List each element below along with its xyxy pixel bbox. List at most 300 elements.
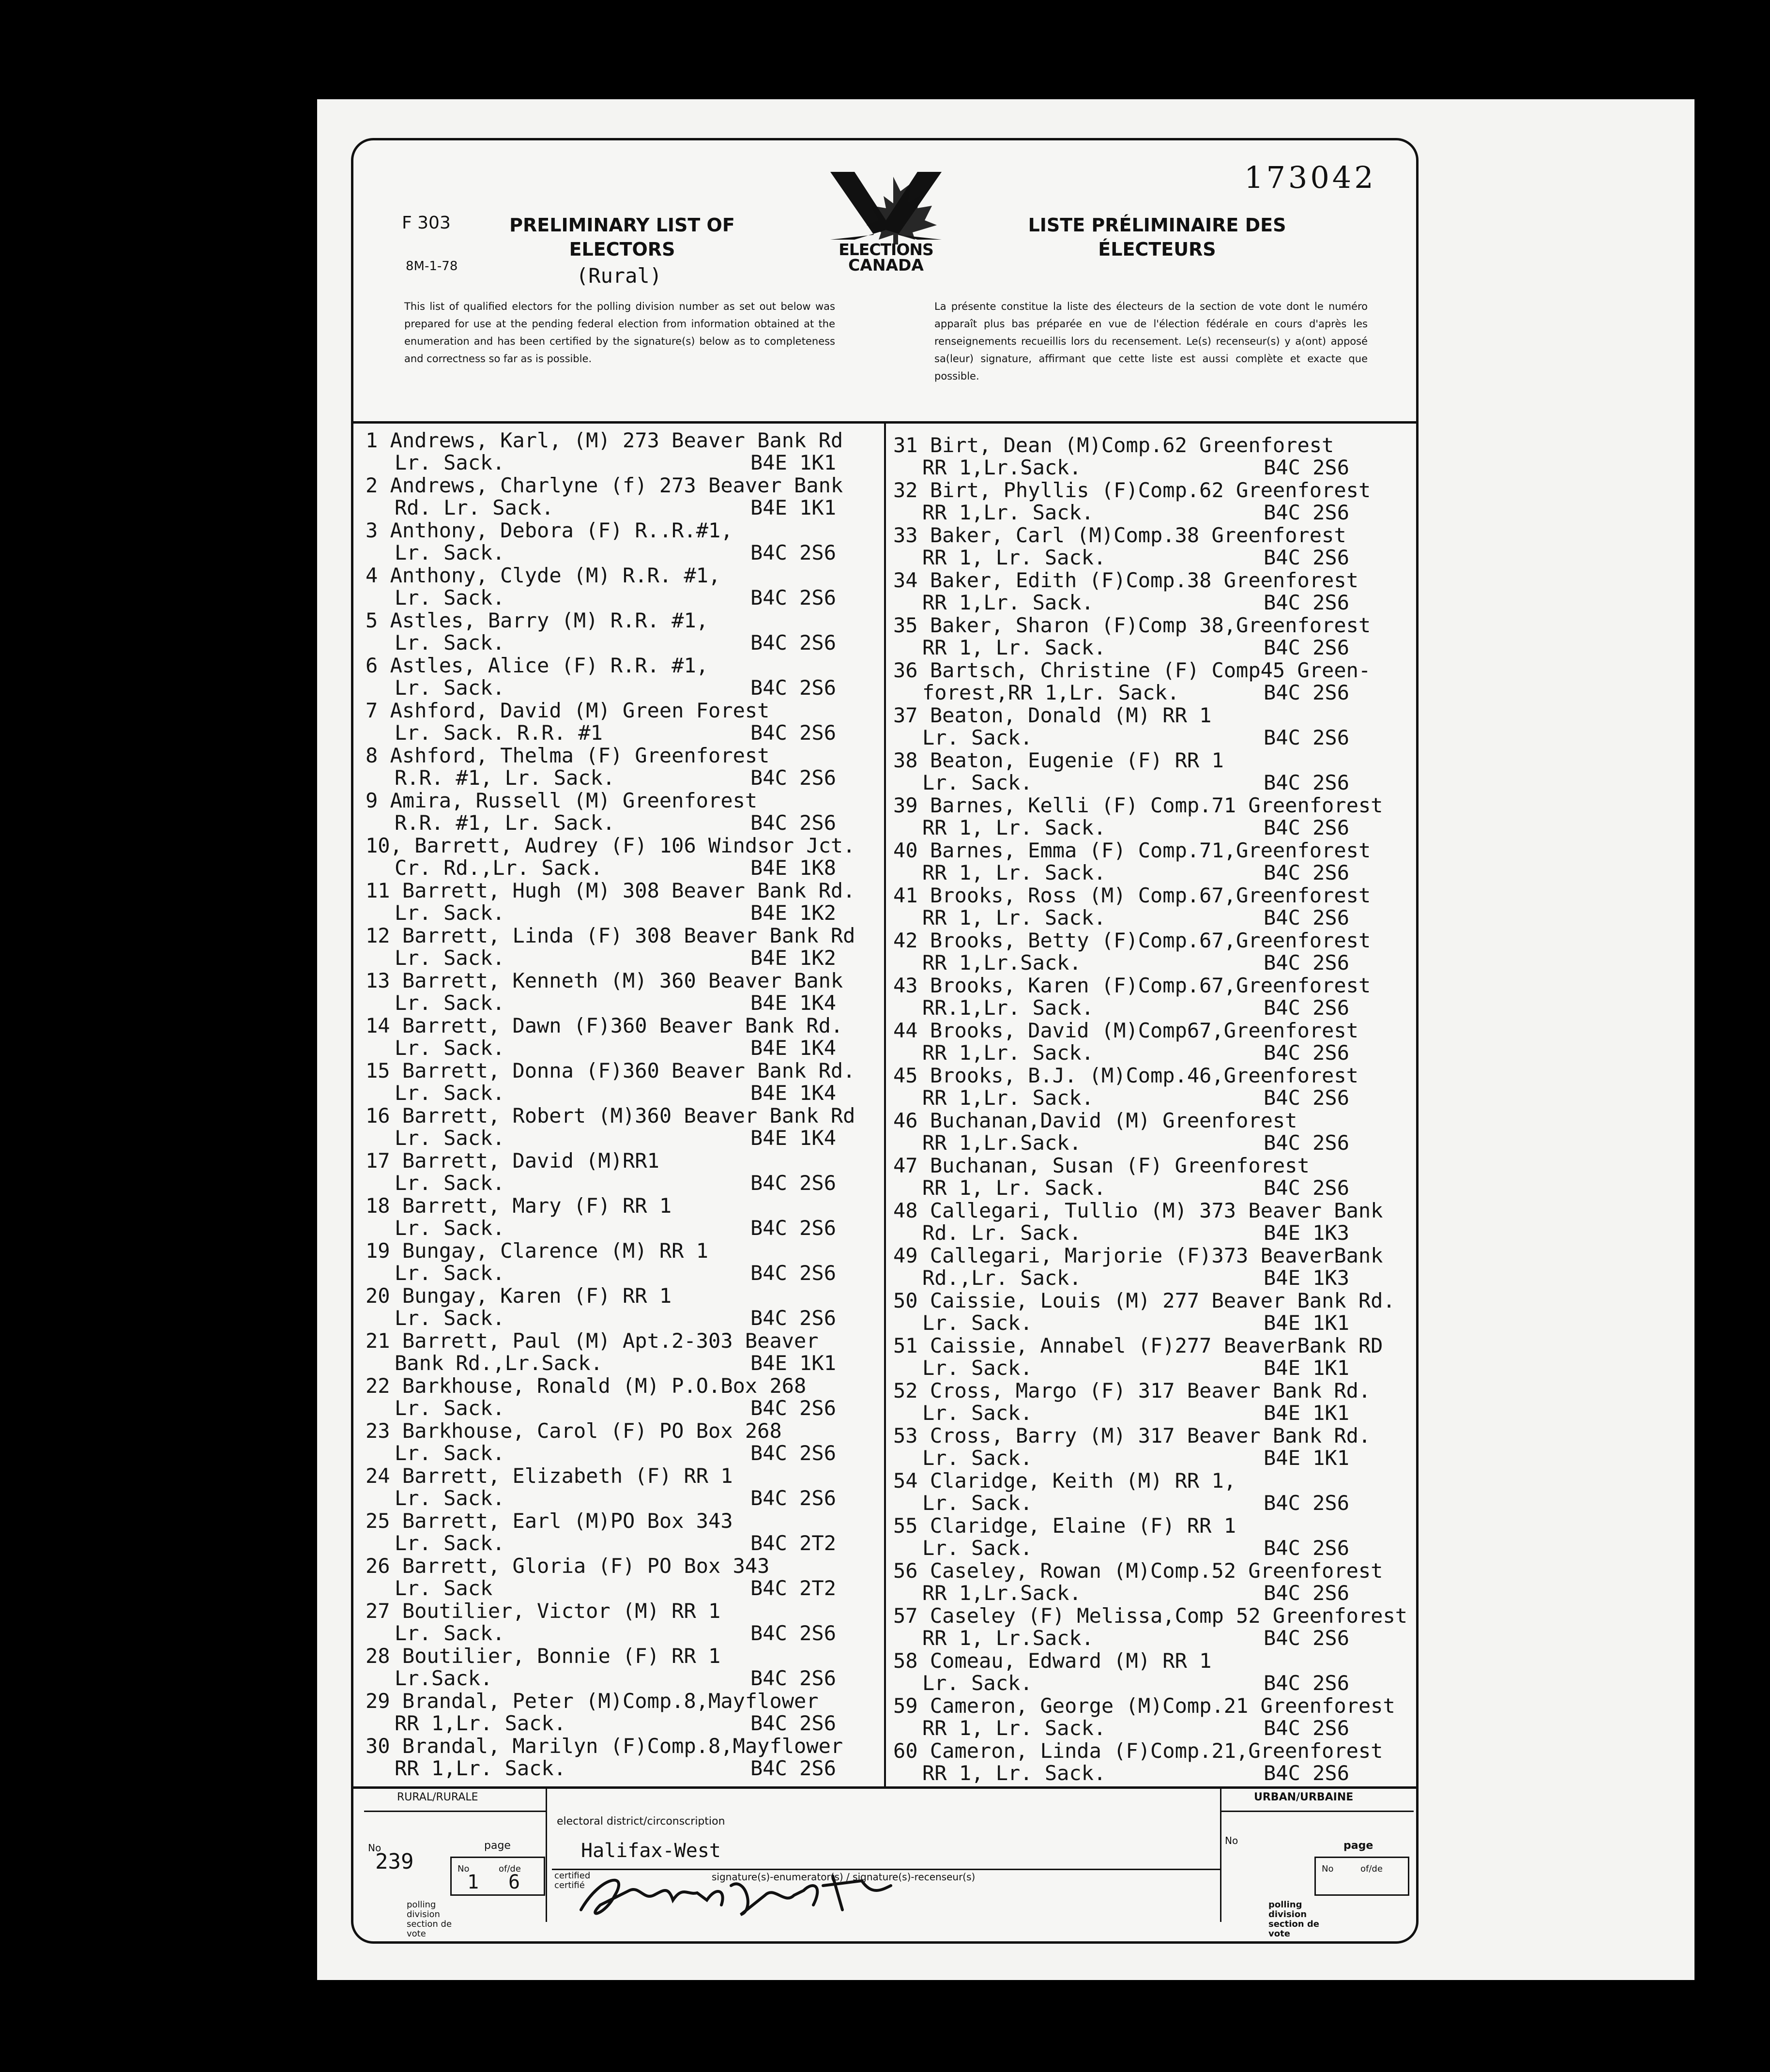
entry-postal-code: B4E 1K1 [750, 451, 837, 474]
entry-line2 [893, 591, 1358, 613]
list-item [893, 974, 1371, 1018]
entry-name-address: Astles, Alice (F) R.R. #1, [390, 654, 709, 677]
district-label: electoral district/circonscription [557, 1815, 725, 1828]
entry-line1 [366, 1644, 720, 1666]
entry-locality: Lr. Sack. [922, 1311, 1033, 1335]
entry-line2 [893, 1491, 1350, 1515]
list-item [366, 924, 855, 968]
entry-number: 55 [893, 1514, 918, 1538]
entry-number: 48 [893, 1199, 918, 1222]
entry-name-address: Barrett, Robert (M)360 Beaver Bank Rd [402, 1104, 855, 1127]
entry-line1 [366, 1554, 769, 1576]
entry-locality: Lr. Sack. [395, 1126, 505, 1150]
entry-line2 [893, 456, 1350, 479]
list-item [366, 1689, 837, 1735]
entry-postal-code: B4C 2S6 [1264, 816, 1350, 839]
entry-name-address: Brandal, Peter (M)Comp.8,Mayflower [402, 1689, 819, 1713]
list-item [893, 658, 1371, 703]
entry-name-address: Barrett, Paul (M) Apt.2-303 Beaver [402, 1329, 819, 1353]
entry-name-address: Amira, Russell (M) Greenforest [390, 789, 758, 812]
entry-number: 31 [893, 433, 918, 457]
entry-name-address: Birt, Dean (M)Comp.62 Greenforest [930, 433, 1334, 457]
list-item [366, 1329, 837, 1375]
entry-name-address: Barnes, Kelli (F) Comp.71 Greenforest [930, 793, 1383, 817]
list-item [366, 1509, 837, 1555]
entry-line1 [893, 658, 1371, 681]
entry-name-address: Boutilier, Bonnie (F) RR 1 [402, 1644, 721, 1668]
entry-postal-code: B4C 2S6 [750, 586, 837, 609]
entry-number: 49 [893, 1244, 918, 1267]
list-item [366, 1554, 837, 1600]
entry-postal-code: B4C 2S6 [750, 631, 837, 655]
entry-name-address: Caseley (F) Melissa,Comp 52 Greenforest [930, 1604, 1408, 1628]
list-item [893, 1559, 1383, 1603]
entry-postal-code: B4C 2S6 [750, 1756, 837, 1780]
entry-locality: Lr. Sack. [395, 1486, 505, 1510]
entry-line1 [366, 1374, 806, 1396]
entry-locality: Lr. Sack. [395, 901, 505, 925]
entry-line1 [366, 1329, 819, 1351]
entry-locality: RR.1,Lr. Sack. [922, 996, 1094, 1020]
entry-number: 60 [893, 1739, 918, 1763]
list-item [366, 1104, 855, 1148]
entry-line1 [366, 1599, 720, 1621]
entry-locality: Lr. Sack. [395, 1306, 505, 1330]
entry-postal-code: B4C 2S6 [750, 1171, 837, 1195]
entry-locality: RR 1, Lr. Sack. [922, 1761, 1106, 1785]
list-item [366, 1599, 837, 1645]
entry-line2 [366, 1396, 837, 1420]
entry-locality: Lr.Sack. [395, 1666, 493, 1690]
list-item [893, 1694, 1395, 1738]
entry-line2 [893, 1266, 1383, 1288]
entry-locality: Lr. Sack. [395, 676, 505, 700]
entry-line1 [366, 518, 733, 541]
list-item [893, 1379, 1371, 1423]
entry-line2 [366, 1621, 837, 1645]
entry-number: 8 [366, 744, 378, 767]
entry-number: 23 [366, 1419, 390, 1443]
footer-divider [351, 1786, 1419, 1789]
entry-number: 34 [893, 568, 918, 592]
list-item [893, 1469, 1350, 1515]
entry-number: 4 [366, 564, 378, 587]
entry-line1 [366, 1734, 843, 1756]
list-item [893, 838, 1371, 883]
urban-no-label: No [1225, 1835, 1238, 1846]
entry-postal-code: B4C 2S6 [750, 676, 837, 700]
entry-name-address: Brooks, David (M)Comp67,Greenforest [930, 1019, 1358, 1042]
entry-locality: Lr. Sack. [922, 1491, 1033, 1515]
entry-locality: Lr. Sack [395, 1576, 493, 1600]
entry-postal-code: B4C 2S6 [1264, 951, 1350, 975]
entry-line2 [366, 1261, 837, 1285]
entry-locality: RR 1,Lr.Sack. [922, 951, 1082, 975]
list-item [893, 1199, 1383, 1243]
entry-postal-code: B4C 2S6 [750, 721, 837, 745]
entry-name-address: Barrett, Elizabeth (F) RR 1 [402, 1464, 733, 1488]
list-item [366, 789, 837, 835]
page-box [450, 1857, 545, 1896]
rural-box-top [364, 1811, 546, 1812]
entry-name-address: Anthony, Debora (F) R..R.#1, [390, 518, 733, 542]
entry-number: 17 [366, 1149, 390, 1173]
entry-number: 39 [893, 793, 918, 817]
entry-name-address: Cross, Barry (M) 317 Beaver Bank Rd. [930, 1424, 1371, 1447]
entry-line2 [893, 1041, 1358, 1063]
entry-number: 38 [893, 748, 918, 772]
entry-number: 16 [366, 1104, 390, 1127]
entry-line1 [366, 564, 720, 586]
entry-line1 [366, 1239, 708, 1261]
urban-box-top [1220, 1811, 1414, 1812]
entry-postal-code: B4C 2T2 [750, 1531, 837, 1555]
list-item [366, 879, 855, 923]
entry-line2 [366, 946, 855, 968]
entry-postal-code: B4E 1K3 [1264, 1221, 1350, 1245]
entry-line2 [893, 636, 1371, 658]
entry-name-address: Barrett, David (M)RR1 [402, 1149, 659, 1173]
entry-locality: Lr. Sack. [395, 1261, 505, 1285]
intro-english: This list of qualified electors for the polling division number as set out below was prepared for use at the pending federal election from information obtained at the enumeration and has been certified by the signature(s) below as to completeness and correctness so far as is possible. [404, 301, 835, 365]
page-total: 6 [508, 1871, 520, 1893]
list-item [893, 1424, 1371, 1468]
entry-number: 19 [366, 1239, 390, 1263]
entry-name-address: Caseley, Rowan (M)Comp.52 Greenforest [930, 1559, 1383, 1583]
entry-locality: RR 1, Lr. Sack. [922, 1716, 1106, 1740]
intro-french: La présente constitue la liste des électeurs de la section de vote dont le numéro apparaît plus bas préparée en vue de l'élection fédérale en cours d'après les renseignements recueillis lors du recensement. Le(s) recenseur(s) y a(ont) apposé sa(leur) signature, affirmant que cette liste est aussi complète et exacte que possible. [934, 301, 1368, 382]
entry-line2 [366, 856, 855, 878]
entry-number: 32 [893, 478, 918, 502]
entry-locality: Lr. Sack. [395, 1621, 505, 1645]
entry-name-address: Buchanan, Susan (F) Greenforest [930, 1154, 1310, 1177]
entry-locality: RR 1, Lr. Sack. [922, 906, 1106, 929]
entry-number: 46 [893, 1109, 918, 1132]
entry-name-address: Barrett, Donna (F)360 Beaver Bank Rd. [402, 1059, 855, 1082]
page-number: 1 [467, 1871, 479, 1893]
entry-locality: Lr. Sack. [922, 1536, 1033, 1560]
entry-number: 41 [893, 884, 918, 907]
entry-locality: RR 1, Lr. Sack. [922, 816, 1106, 839]
list-item [893, 1739, 1383, 1783]
entry-line2 [893, 1176, 1350, 1200]
entry-locality: Lr. Sack. [395, 1441, 505, 1465]
entry-line1 [366, 473, 843, 496]
entry-locality: Lr. Sack. [395, 1216, 505, 1240]
entry-locality: Rd. Lr. Sack. [395, 496, 554, 519]
entry-line2 [893, 1626, 1407, 1648]
entry-line1 [366, 1689, 819, 1711]
entry-line2 [366, 451, 843, 473]
entry-line1 [893, 838, 1371, 861]
entry-name-address: Buchanan,David (M) Greenforest [930, 1109, 1297, 1132]
entry-locality: Lr. Sack. [922, 726, 1033, 749]
entry-postal-code: B4C 2S6 [750, 1396, 837, 1420]
entry-locality: Lr. Sack. [922, 1446, 1033, 1470]
entry-postal-code: B4C 2S6 [1264, 1581, 1350, 1605]
entry-line1 [893, 1694, 1395, 1716]
entry-postal-code: B4C 2S6 [1264, 546, 1350, 569]
entry-number: 18 [366, 1194, 390, 1218]
entry-locality: RR 1,Lr.Sack. [922, 1581, 1082, 1605]
entry-postal-code: B4E 1K3 [1264, 1266, 1350, 1290]
list-item [366, 834, 855, 878]
entry-line1 [893, 1559, 1383, 1581]
entry-name-address: Barrett, Gloria (F) PO Box 343 [402, 1554, 770, 1578]
entry-line2 [893, 546, 1350, 569]
entry-postal-code: B4E 1K4 [750, 1036, 837, 1060]
entry-line2 [893, 1086, 1358, 1108]
entry-line1 [366, 744, 769, 766]
urban-box-left [1220, 1786, 1221, 1922]
entry-locality: RR 1, Lr. Sack. [922, 636, 1106, 659]
entry-locality: RR 1,Lr.Sack. [922, 1131, 1082, 1155]
entry-postal-code: B4C 2S6 [750, 1621, 837, 1645]
entry-locality: RR 1, Lr. Sack. [922, 546, 1106, 569]
entry-locality: Lr. Sack. [922, 1671, 1033, 1695]
entry-name-address: Brooks, B.J. (M)Comp.46,Greenforest [930, 1064, 1358, 1087]
entry-number: 33 [893, 523, 918, 547]
entry-line2 [366, 1486, 837, 1510]
list-item [366, 969, 843, 1013]
subtitle-rural: (Rural) [576, 264, 662, 288]
entry-line1 [893, 1109, 1297, 1131]
entry-locality: Bank Rd.,Lr.Sack. [395, 1351, 603, 1375]
list-item [366, 1734, 843, 1779]
entry-number: 28 [366, 1644, 390, 1668]
entry-name-address: Anthony, Clyde (M) R.R. #1, [390, 564, 721, 587]
entry-line2 [366, 1531, 837, 1555]
entry-postal-code: B4E 1K1 [750, 1351, 837, 1375]
urban-page-label: page [1343, 1840, 1373, 1852]
entry-number: 54 [893, 1469, 918, 1493]
entry-line1 [893, 884, 1371, 906]
entry-postal-code: B4C 2S6 [1264, 726, 1350, 749]
entry-line1 [366, 699, 769, 721]
title-english: PRELIMINARY LIST OF ELECTORS [509, 214, 735, 260]
entry-line2 [366, 811, 837, 835]
entry-name-address: Barrett, Audrey (F) 106 Windsor Jct. [414, 834, 855, 857]
rural-box-right [546, 1786, 547, 1922]
entry-line2 [366, 901, 855, 923]
entry-postal-code: B4C 2S6 [750, 1486, 837, 1510]
entry-number: 36 [893, 658, 918, 682]
list-item [893, 1154, 1350, 1200]
entry-postal-code: B4C 2S6 [1264, 1086, 1350, 1110]
entry-locality: Lr. Sack. [395, 1036, 505, 1060]
entry-name-address: Bungay, Karen (F) RR 1 [402, 1284, 672, 1308]
list-item [366, 1239, 837, 1285]
entry-line1 [366, 1014, 843, 1036]
form-date: 8M-1-78 [406, 259, 458, 274]
entry-number: 43 [893, 974, 918, 997]
list-item [893, 1109, 1350, 1155]
entry-name-address: Baker, Carl (M)Comp.38 Greenforest [930, 523, 1346, 547]
entry-locality: Lr. Sack. [395, 1531, 505, 1555]
district-name: Halifax-West [581, 1840, 721, 1862]
entry-number: 10, [366, 834, 402, 857]
entry-line1 [366, 1104, 855, 1126]
entry-line1 [366, 609, 708, 631]
entry-postal-code: B4C 2S6 [750, 1441, 837, 1465]
page-no-label: No [458, 1864, 470, 1874]
entry-postal-code: B4E 1K2 [750, 946, 837, 970]
logo-text-elections: ELECTIONS [839, 240, 933, 259]
entry-name-address: Bungay, Clarence (M) RR 1 [402, 1239, 709, 1263]
list-item [366, 564, 837, 609]
entry-name-address: Barrett, Dawn (F)360 Beaver Bank Rd. [402, 1014, 843, 1037]
list-item [893, 1604, 1407, 1648]
list-item [366, 1284, 837, 1330]
entry-line1 [893, 748, 1224, 771]
entry-name-address: Callegari, Tullio (M) 373 Beaver Bank [930, 1199, 1383, 1222]
list-item [366, 1194, 837, 1240]
entry-line1 [893, 433, 1334, 456]
entry-line2 [893, 1221, 1383, 1243]
entry-postal-code: B4C 2S6 [750, 811, 837, 835]
entry-number: 51 [893, 1334, 918, 1357]
entry-name-address: Barrett, Kenneth (M) 360 Beaver Bank [402, 969, 843, 992]
entry-line1 [893, 703, 1211, 726]
entry-line1 [893, 1334, 1383, 1356]
entry-name-address: Brooks, Betty (F)Comp.67,Greenforest [930, 929, 1371, 952]
entry-postal-code: B4C 2T2 [750, 1576, 837, 1600]
entry-name-address: Bartsch, Christine (F) Comp45 Green- [930, 658, 1371, 682]
list-item [893, 478, 1371, 523]
entry-name-address: Comeau, Edward (M) RR 1 [930, 1649, 1212, 1673]
entry-line1 [893, 1649, 1211, 1671]
entry-locality: Lr. Sack. [395, 1081, 505, 1105]
entry-line2 [366, 1756, 843, 1779]
list-item [366, 609, 837, 655]
entry-number: 50 [893, 1289, 918, 1312]
entry-line2 [366, 766, 837, 790]
entry-name-address: Baker, Sharon (F)Comp 38,Greenforest [930, 613, 1371, 637]
column-divider [884, 422, 886, 1786]
entry-number: 25 [366, 1509, 390, 1533]
entry-line1 [893, 523, 1346, 546]
entry-line1 [893, 1469, 1236, 1491]
entry-line2 [893, 501, 1371, 523]
entry-postal-code: B4E 1K4 [750, 991, 837, 1015]
entry-number: 40 [893, 838, 918, 862]
entry-postal-code: B4C 2S6 [1264, 906, 1350, 929]
entry-locality: Lr. Sack. [395, 946, 505, 970]
entry-number: 58 [893, 1649, 918, 1673]
entry-number: 9 [366, 789, 378, 812]
page-label: page [484, 1840, 511, 1852]
entry-line1 [893, 1604, 1407, 1626]
entry-name-address: Barrett, Mary (F) RR 1 [402, 1194, 672, 1218]
entry-number: 52 [893, 1379, 918, 1402]
entry-line2 [366, 1216, 837, 1240]
entry-postal-code: B4E 1K1 [1264, 1446, 1350, 1470]
entry-postal-code: B4C 2S6 [1264, 681, 1350, 704]
list-item [366, 1419, 837, 1465]
certified-label: certified certifié [554, 1871, 591, 1890]
entry-line1 [893, 1064, 1358, 1086]
entry-line2 [366, 1576, 837, 1600]
entry-number: 14 [366, 1014, 390, 1037]
entry-number: 42 [893, 929, 918, 952]
entry-postal-code: B4C 2S6 [1264, 1176, 1350, 1200]
entry-postal-code: B4C 2S6 [1264, 1716, 1350, 1740]
entry-line1 [366, 789, 757, 811]
entry-line1 [893, 568, 1358, 591]
entry-number: 35 [893, 613, 918, 637]
list-item [893, 568, 1358, 613]
entry-postal-code: B4E 1K1 [750, 496, 837, 519]
entry-number: 53 [893, 1424, 918, 1447]
entry-name-address: Barrett, Hugh (M) 308 Beaver Bank Rd. [402, 879, 855, 902]
entry-line2 [893, 1356, 1383, 1378]
entry-line2 [366, 676, 837, 700]
list-item [366, 1644, 837, 1690]
entry-line2 [366, 1666, 837, 1690]
entry-postal-code: B4C 2S6 [1264, 1491, 1350, 1515]
entry-line2 [366, 586, 837, 609]
list-item [893, 1514, 1350, 1560]
entry-name-address: Cross, Margo (F) 317 Beaver Bank Rd. [930, 1379, 1371, 1402]
entry-line2 [893, 861, 1371, 883]
entry-line1 [893, 1514, 1236, 1536]
entry-locality: Cr. Rd.,Lr. Sack. [395, 856, 603, 880]
entry-line2 [893, 1761, 1383, 1783]
entry-line1 [366, 654, 708, 676]
list-item [893, 793, 1383, 838]
entry-postal-code: B4C 2S6 [750, 1666, 837, 1690]
urban-page-box [1314, 1857, 1409, 1896]
list-item [893, 1244, 1383, 1288]
list-item [893, 1064, 1358, 1108]
entry-postal-code: B4E 1K4 [750, 1126, 837, 1150]
entry-number: 2 [366, 473, 378, 497]
list-item [893, 1649, 1350, 1695]
entry-name-address: Claridge, Elaine (F) RR 1 [930, 1514, 1236, 1538]
entry-locality: RR 1,Lr. Sack. [922, 591, 1094, 614]
entry-name-address: Andrews, Charlyne (f) 273 Beaver Bank [390, 473, 843, 497]
entry-line2 [893, 771, 1350, 794]
entry-line1 [366, 428, 843, 451]
entry-line1 [893, 1424, 1371, 1446]
form-code: F 303 [402, 213, 451, 233]
entry-line1 [366, 1194, 671, 1216]
entry-line1 [366, 1284, 671, 1306]
entry-name-address: Barnes, Emma (F) Comp.71,Greenforest [930, 838, 1371, 862]
list-item [893, 929, 1371, 973]
entry-line2 [893, 906, 1371, 928]
entry-name-address: Caissie, Louis (M) 277 Beaver Bank Rd. [930, 1289, 1395, 1312]
entry-line2 [893, 1311, 1395, 1333]
entry-line1 [893, 793, 1383, 816]
entry-locality: Lr. Sack. [922, 771, 1033, 794]
entry-number: 30 [366, 1734, 390, 1758]
entry-name-address: Andrews, Karl, (M) 273 Beaver Bank Rd [390, 428, 843, 452]
entry-name-address: Cameron, George (M)Comp.21 Greenforest [930, 1694, 1395, 1718]
entry-locality: Lr. Sack. [395, 586, 505, 609]
entry-line1 [366, 969, 843, 991]
entry-locality: RR 1, Lr.Sack. [922, 1626, 1094, 1650]
entry-postal-code: B4C 2S6 [1264, 1761, 1350, 1785]
entry-name-address: Birt, Phyllis (F)Comp.62 Greenforest [930, 478, 1371, 502]
entry-line2 [366, 1711, 837, 1735]
entry-locality: R.R. #1, Lr. Sack. [395, 811, 615, 835]
entry-line2 [366, 991, 843, 1013]
entry-locality: Rd. Lr. Sack. [922, 1221, 1082, 1245]
list-item [893, 1019, 1358, 1063]
list-item [366, 518, 837, 564]
entry-postal-code: B4E 1K1 [1264, 1356, 1350, 1380]
